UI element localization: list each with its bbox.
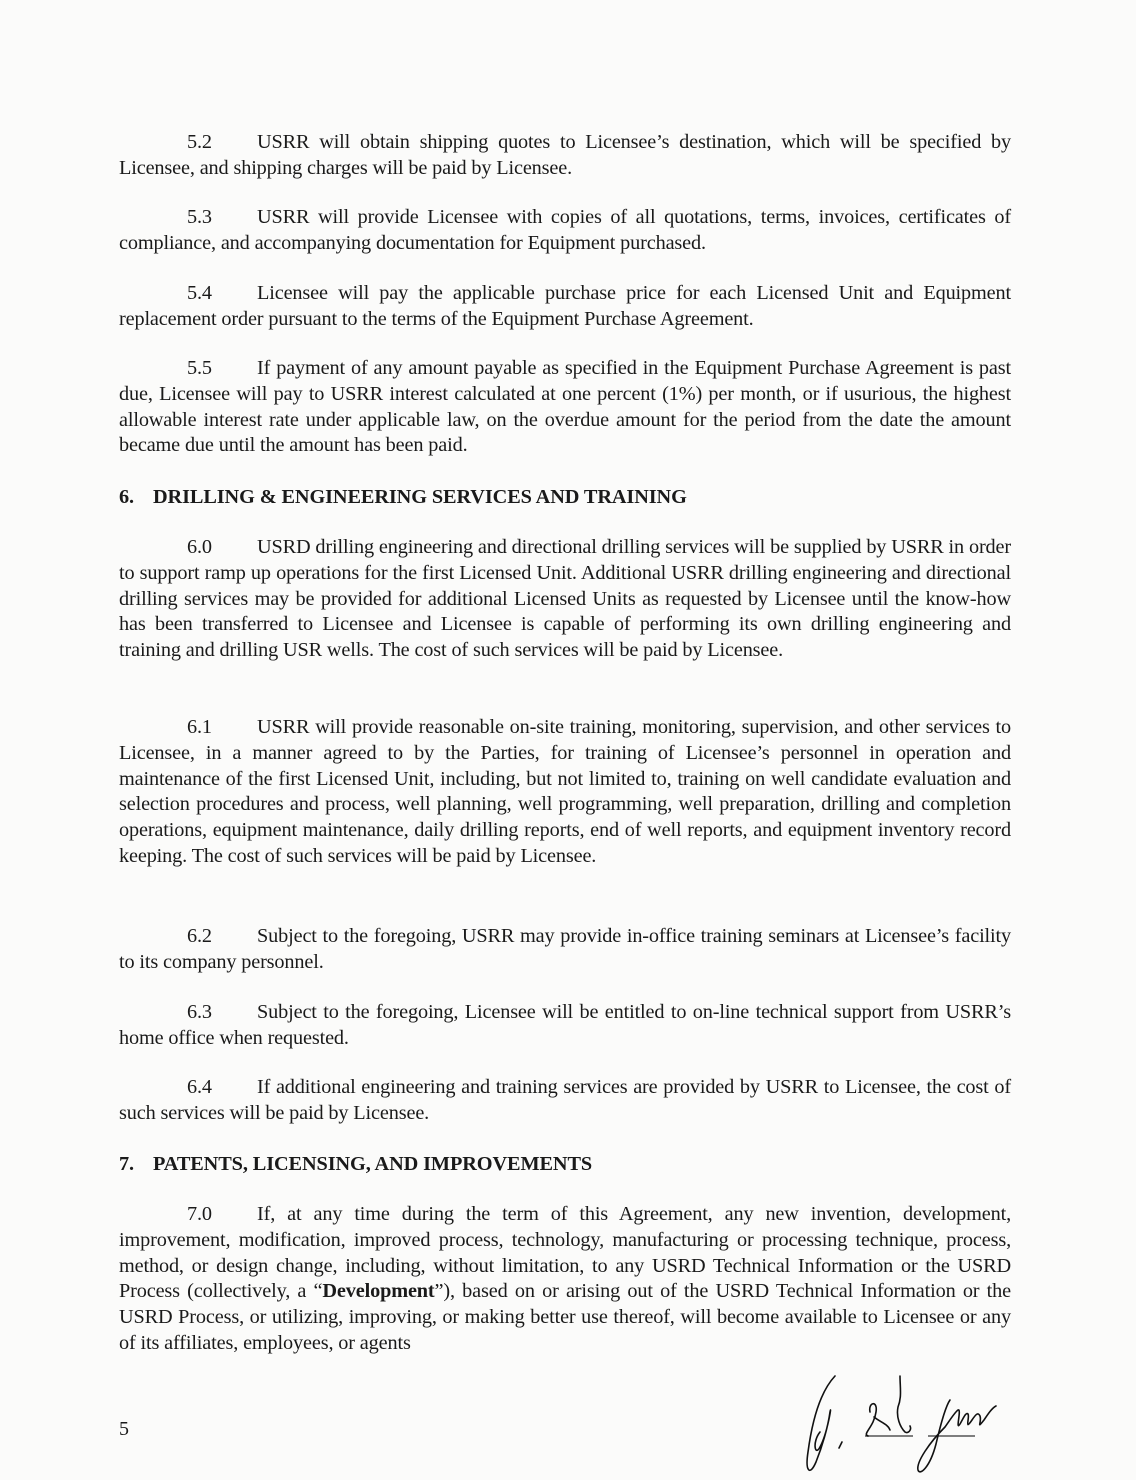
defined-term-development: Development: [322, 1280, 435, 1303]
clause-text: If additional engineering and training services are provided by USRR to Licensee, the cost of such services will be paid by Licensee.: [119, 1076, 1011, 1124]
clause-number: 6.1: [187, 716, 212, 738]
section-title: PATENTS, LICENSING, AND IMPROVEMENTS: [153, 1153, 593, 1175]
paragraph-6-1: [119, 715, 1011, 870]
clause-text: USRR will provide Licensee with copies of all quotations, terms, invoices, certificates of compliance, and accompanying documentation for Equipment purchased.: [119, 206, 1011, 254]
clause-text: USRR will obtain shipping quotes to Licensee’s destination, which will be specified by Licensee, and shipping charges will be paid by Licensee.: [119, 131, 1011, 179]
paragraph-6-0: [119, 535, 1011, 664]
clause-text: Subject to the foregoing, USRR may provide in-office training seminars at Licensee’s facility to its company personnel.: [119, 925, 1011, 973]
clause-text: Subject to the foregoing, Licensee will be entitled to on-line technical support from USRR’s home office when requested.: [119, 1001, 1011, 1049]
clause-text-before: If, at any time during the term of this Agreement, any new invention, development, improvement, modification, improved process, technology, manufacturing or processing technique, process, method, or design change, including, without limitation, to any USRD Technical Information or the USRD Process (collectively, a “: [119, 1203, 1011, 1303]
clause-text: If payment of any amount payable as specified in the Equipment Purchase Agreement is past due, Licensee will pay to USRR interest calculated at one percent (1%) per month, or if usurious, the highest allowable interest rate under applicable law, on the overdue amount for the period from the date the amount became due until the amount has been paid.: [119, 357, 1011, 457]
initials-stroke-2: [866, 1376, 910, 1436]
clause-text: Licensee will pay the applicable purchase price for each Licensed Unit and Equipment replacement order pursuant to the terms of the Equipment Purchase Agreement.: [119, 282, 1011, 330]
clause-text: USRR will provide reasonable on-site training, monitoring, supervision, and other services to Licensee, in a manner agreed to by the Parties, for training of Licensee’s personnel in operation and maintenance of the first Licensed Unit, including, but not limited to, training on well candidate evaluation and selection procedures and process, well planning, well programming, well preparation, drilling and completion operations, equipment maintenance, daily drilling reports, end of well reports, and equipment inventory record keeping. The cost of such services will be paid by Licensee.: [119, 716, 1011, 867]
section-title: DRILLING & ENGINEERING SERVICES AND TRAINING: [153, 486, 687, 508]
clause-text-after: ”), based on or arising out of the USRD Technical Information or the USRD Process, or utilizing, improving, or making better use thereof, will become available to Licensee or any of its affiliates, employees, or agents: [119, 1280, 1011, 1354]
clause-number: 6.4: [187, 1076, 212, 1098]
section-7-heading: [119, 1151, 1011, 1177]
clause-number: 7.0: [187, 1203, 212, 1225]
clause-number: 6.3: [187, 1001, 212, 1023]
clause-number: 5.2: [187, 131, 212, 153]
section-6-heading: [119, 484, 1011, 510]
paragraph-6-2: [119, 924, 1011, 976]
paragraph-7-0: [119, 1202, 1011, 1357]
clause-number: 5.5: [187, 357, 212, 379]
paragraph-5-5: [119, 356, 1011, 459]
section-number: 6.: [119, 486, 135, 508]
clause-text: USRD drilling engineering and directional drilling services will be supplied by USRR in order to support ramp up operations for the first Licensed Unit. Additional USRR drilling engineering and directional drilling services may be provided for additional Licensed Units as requested by Licensee until the know-how has been transferred to Licensee and Licensee is capable of performing its own drilling engineering and training and drilling USR wells. The cost of such services will be paid by Licensee.: [119, 536, 1011, 662]
section-number: 7.: [119, 1153, 135, 1175]
clause-number: 6.2: [187, 925, 212, 947]
initials-comma: [839, 1442, 842, 1448]
clause-number: 5.3: [187, 206, 212, 228]
signature-initials: [750, 1372, 1050, 1480]
paragraph-5-3: [119, 205, 1011, 257]
clause-number: 6.0: [187, 536, 212, 558]
initials-stroke-1: [807, 1376, 835, 1470]
paragraph-6-3: [119, 1000, 1011, 1052]
paragraph-5-4: [119, 281, 1011, 333]
paragraph-5-2: [119, 130, 1011, 182]
paragraph-6-4: [119, 1075, 1011, 1127]
clause-number: 5.4: [187, 282, 212, 304]
page-number: 5: [119, 1418, 129, 1440]
